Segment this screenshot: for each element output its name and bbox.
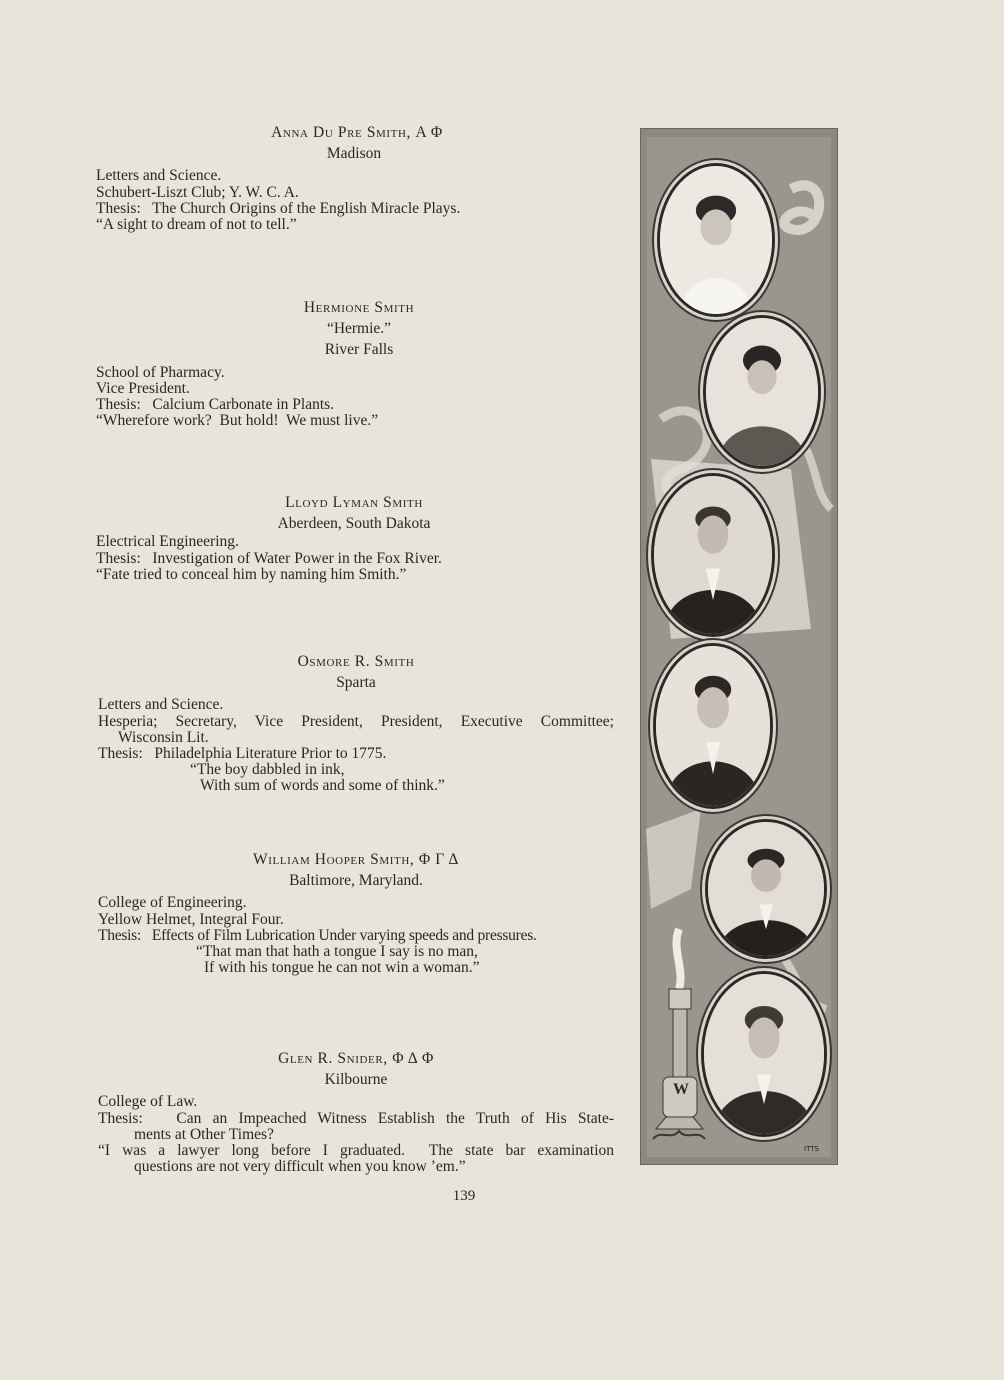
entry-line: Letters and Science. [96, 167, 222, 185]
entry-line: College of Law. [98, 1093, 198, 1111]
entry-line: Thesis: Can an Impeached Witness Establish the Truth of His State- [98, 1109, 614, 1127]
entry-william-hooper-smith [98, 852, 614, 976]
entry-quote: “Wherefore work? But hold! We must live.” [96, 412, 379, 430]
entry-line: Vice President. [96, 379, 190, 397]
entry-line: Hesperia; Secretary, Vice President, President, Executive Committee; [98, 712, 614, 730]
entry-hometown: Madison [326, 145, 382, 163]
entry-line: ments at Other Times? [134, 1125, 274, 1143]
entry-hometown: Aberdeen, South Dakota [277, 515, 431, 533]
entry-name: Lloyd Lyman Smith [285, 494, 423, 511]
entry-line: Thesis: Philadelphia Literature Prior to 1775. [98, 745, 387, 763]
entry-line: Letters and Science. [98, 696, 224, 714]
entry-quote: “A sight to dream of not to tell.” [96, 216, 297, 234]
entry-hometown: Baltimore, Maryland. [289, 872, 423, 890]
entry-name: Anna Du Pre Smith, Α Φ [271, 124, 443, 141]
entry-line: College of Engineering. [98, 894, 247, 912]
portrait-osmore-r-smith [653, 643, 773, 809]
entry-anna-du-pre-smith [96, 125, 612, 233]
entry-name: Glen R. Snider, Φ Δ Φ [278, 1050, 434, 1067]
entry-quote: “That man that hath a tongue I say is no man, [196, 943, 478, 961]
entry-quote: With sum of words and some of think.” [200, 777, 445, 795]
entry-name: Osmore R. Smith [297, 653, 415, 670]
entry-hometown: River Falls [324, 341, 394, 359]
entry-quote: questions are not very difficult when you know ’em.” [134, 1158, 466, 1176]
entry-glen-r-snider [98, 1051, 614, 1175]
entry-line: Wisconsin Lit. [118, 728, 209, 746]
entry-line: Schubert-Liszt Club; Y. W. C. A. [96, 183, 299, 201]
entry-hometown: Sparta [336, 674, 376, 692]
photo-panel [640, 128, 838, 1165]
entry-line: Thesis: Investigation of Water Power in the Fox River. [96, 549, 442, 567]
entry-nickname: “Hermie.” [326, 320, 392, 338]
page-number: 139 [452, 1188, 476, 1204]
entry-line: Electrical Engineering. [96, 533, 239, 551]
entry-line: Thesis: Effects of Film Lubrication Under varying speeds and pressures. [98, 926, 537, 944]
entry-osmore-r-smith [98, 654, 614, 795]
entry-line: Thesis: The Church Origins of the English Miracle Plays. [96, 199, 461, 217]
entry-name: Hermione Smith [303, 299, 415, 316]
portrait-hermione-smith [703, 315, 821, 469]
entry-quote: “The boy dabbled in ink, [190, 761, 345, 779]
portrait-william-hooper-smith [705, 819, 827, 959]
artist-monogram: ITTS [804, 1145, 819, 1153]
entry-quote: If with his tongue he can not win a woman.” [204, 959, 480, 977]
entry-line: Yellow Helmet, Integral Four. [98, 910, 284, 928]
entry-quote: “Fate tried to conceal him by naming him Smith.” [96, 565, 407, 583]
lamp-monogram-letter: W [673, 1081, 689, 1098]
entry-hometown: Kilbourne [324, 1071, 388, 1089]
entry-hermione-smith [96, 300, 612, 429]
entry-name: William Hooper Smith, Φ Γ Δ [253, 851, 459, 868]
entry-line: School of Pharmacy. [96, 363, 225, 381]
entry-quote: “I was a lawyer long before I graduated. The state bar examination [98, 1142, 614, 1160]
entry-line: Thesis: Calcium Carbonate in Plants. [96, 396, 335, 414]
portrait-anna-du-pre-smith [657, 163, 775, 317]
entry-lloyd-lyman-smith [96, 495, 612, 583]
portrait-glen-r-snider [701, 971, 827, 1137]
portrait-lloyd-lyman-smith [651, 473, 775, 637]
